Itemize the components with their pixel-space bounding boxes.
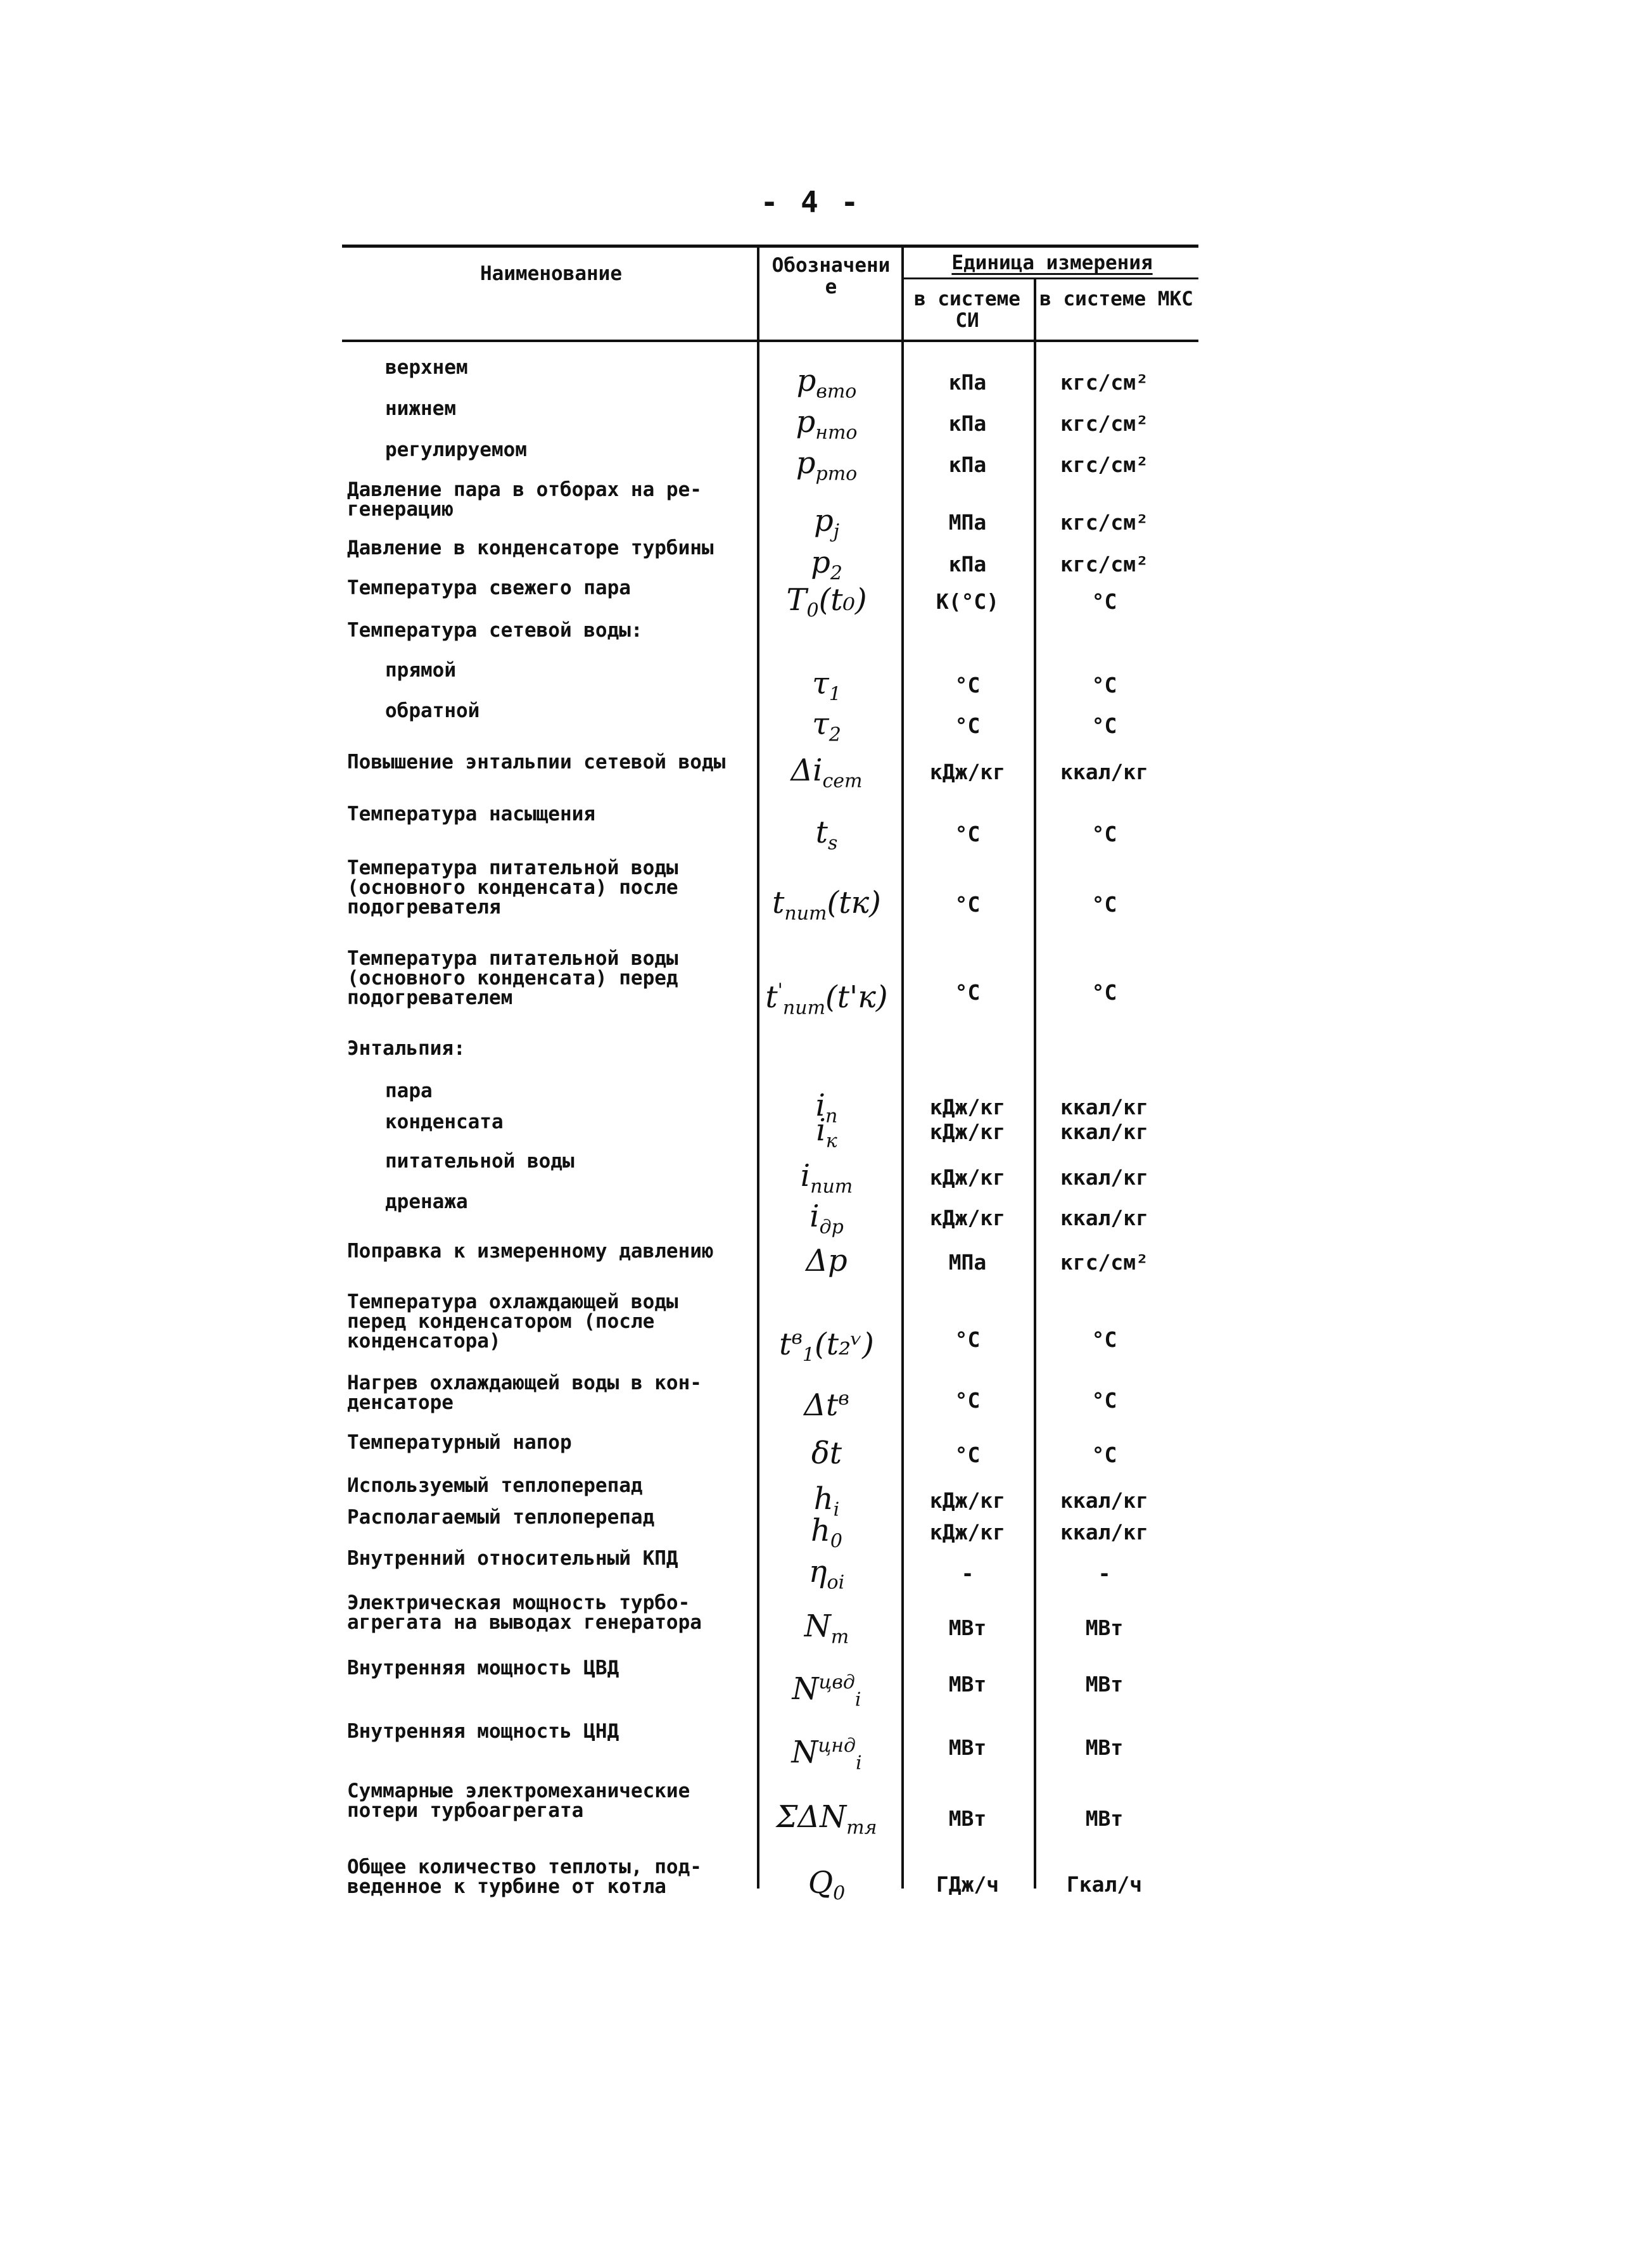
symbol-base: t bbox=[765, 979, 778, 1015]
row-symbol bbox=[754, 817, 899, 859]
row-name: Используемый теплоперепад bbox=[347, 1474, 643, 1497]
symbol-superscript: цвд bbox=[818, 1671, 855, 1693]
row-unit-mks: кгс/см² bbox=[1060, 452, 1149, 477]
table-header-rule bbox=[342, 340, 1198, 342]
row-symbol bbox=[754, 976, 899, 1024]
row-unit-mks: кгс/см² bbox=[1060, 552, 1149, 577]
symbol-superscript: ' bbox=[777, 979, 783, 1002]
symbol-base: i bbox=[815, 1088, 826, 1123]
symbol-subscript: i bbox=[856, 1752, 862, 1774]
row-name: Нагрев охлаждающей воды в кон- денсаторе bbox=[347, 1372, 702, 1414]
row-unit-mks: °С bbox=[1091, 589, 1117, 614]
row-name: пара bbox=[385, 1080, 433, 1102]
row-symbol bbox=[754, 1245, 899, 1276]
column-divider-si bbox=[901, 248, 904, 1889]
row-unit-mks: °С bbox=[1091, 892, 1117, 917]
row-name: дренажа bbox=[385, 1190, 468, 1213]
symbol-suffix: (tк) bbox=[827, 885, 881, 921]
row-unit-mks: °С bbox=[1091, 1327, 1117, 1352]
row-unit-si: кДж/кг bbox=[929, 1119, 1006, 1144]
header-symbol: Обозначение bbox=[771, 254, 891, 298]
row-unit-mks: ккал/кг bbox=[1060, 1488, 1149, 1513]
row-symbol bbox=[754, 1436, 899, 1471]
row-symbol bbox=[754, 1865, 899, 1909]
row-unit-si: МВт bbox=[948, 1806, 987, 1831]
row-unit-si: °С bbox=[955, 892, 981, 917]
symbol-base: Δp bbox=[806, 1243, 848, 1278]
symbol-base: N bbox=[792, 1671, 819, 1707]
row-unit-si: ГДж/ч bbox=[936, 1872, 1000, 1897]
row-name: Суммарные электромеханические потери турбоагрегата bbox=[347, 1780, 690, 1822]
row-name: нижнем bbox=[385, 397, 456, 420]
row-unit-si: кДж/кг bbox=[929, 1165, 1006, 1190]
symbol-base: p bbox=[813, 503, 834, 538]
row-unit-mks: - bbox=[1098, 1561, 1111, 1586]
symbol-subscript: 2 bbox=[829, 723, 841, 746]
row-symbol bbox=[754, 706, 899, 751]
symbol-superscript: в bbox=[791, 1327, 803, 1349]
row-symbol bbox=[754, 1323, 899, 1371]
row-unit-mks: °С bbox=[1091, 713, 1117, 738]
row-name: Общее количество теплоты, под- веденное к турбине от котла bbox=[347, 1856, 702, 1898]
page-number: - 4 - bbox=[760, 185, 861, 219]
row-unit-mks: ккал/кг bbox=[1060, 1520, 1149, 1545]
symbol-base: t bbox=[815, 815, 828, 850]
header-units: Единица измерения bbox=[951, 252, 1153, 274]
row-unit-mks: ккал/кг bbox=[1060, 1119, 1149, 1144]
row-unit-si: МВт bbox=[948, 1672, 987, 1697]
row-unit-si: кДж/кг bbox=[929, 1488, 1006, 1513]
symbol-suffix: (t'к) bbox=[825, 979, 888, 1015]
symbol-subscript: 0 bbox=[806, 599, 819, 622]
row-unit-si: кДж/кг bbox=[929, 1095, 1006, 1119]
row-symbol bbox=[754, 1667, 899, 1716]
symbol-base: t bbox=[779, 1327, 792, 1362]
row-unit-mks: кгс/см² bbox=[1060, 1250, 1149, 1275]
symbol-base: p bbox=[796, 404, 816, 440]
symbol-subscript: i bbox=[833, 1498, 840, 1521]
row-name: Давление в конденсаторе турбины bbox=[347, 537, 714, 559]
symbol-subscript: oi bbox=[827, 1571, 845, 1594]
symbol-subscript: пит bbox=[784, 902, 827, 925]
row-unit-si: МПа bbox=[948, 1250, 987, 1275]
row-name: Температурный напор bbox=[347, 1431, 572, 1454]
row-unit-mks: °С bbox=[1091, 1388, 1117, 1413]
symbol-subscript: 0 bbox=[830, 1530, 842, 1553]
symbol-base: Δt bbox=[804, 1387, 839, 1423]
row-name: Повышение энтальпии сетевой воды bbox=[347, 751, 726, 774]
row-name: Температура охлаждающей воды перед конденсатором (после конденсатора) bbox=[347, 1290, 678, 1353]
row-unit-mks: °С bbox=[1091, 673, 1117, 698]
row-name: Внутренняя мощность ЦНД bbox=[347, 1720, 619, 1743]
row-symbol bbox=[754, 1384, 899, 1423]
symbol-base: N bbox=[804, 1609, 831, 1644]
symbol-base: i bbox=[809, 1199, 820, 1234]
symbol-subscript: др bbox=[819, 1216, 844, 1239]
row-unit-mks: ккал/кг bbox=[1060, 1206, 1149, 1230]
row-symbol bbox=[754, 1515, 899, 1557]
symbol-subscript: п bbox=[825, 1105, 838, 1128]
row-name: Температура свежего пара bbox=[347, 577, 631, 599]
row-name: верхнем bbox=[385, 356, 468, 379]
symbol-base: i bbox=[816, 1112, 826, 1148]
row-name: Температура насыщения bbox=[347, 803, 595, 825]
symbol-subscript: т bbox=[830, 1626, 849, 1648]
header-mks: в системе МКС bbox=[1039, 288, 1193, 310]
row-unit-si: кПа bbox=[948, 452, 987, 477]
row-symbol bbox=[754, 1611, 899, 1653]
symbol-subscript: 0 bbox=[833, 1882, 846, 1905]
row-unit-si: кПа bbox=[948, 411, 987, 436]
header-name: Наименование bbox=[480, 262, 622, 285]
symbol-base: Δi bbox=[790, 753, 823, 788]
row-unit-mks: кгс/см² bbox=[1060, 370, 1149, 395]
row-unit-si: МВт bbox=[948, 1615, 987, 1640]
symbol-subscript: i bbox=[854, 1688, 861, 1711]
row-unit-mks: ккал/кг bbox=[1060, 760, 1149, 784]
row-unit-si: кДж/кг bbox=[929, 1520, 1006, 1545]
row-unit-mks: МВт bbox=[1085, 1615, 1124, 1640]
row-unit-si: кДж/кг bbox=[929, 760, 1006, 784]
symbol-base: p bbox=[796, 445, 816, 481]
row-unit-si: МВт bbox=[948, 1735, 987, 1760]
row-symbol bbox=[754, 1799, 899, 1844]
row-unit-si: К(°С) bbox=[936, 589, 1000, 614]
row-name: Внутренний относительный КПД bbox=[347, 1547, 678, 1570]
symbol-base: τ bbox=[812, 666, 829, 701]
row-name: Электрическая мощность турбо- агрегата на выводах генератора bbox=[347, 1591, 702, 1634]
row-name: Располагаемый теплоперепад bbox=[347, 1506, 655, 1529]
symbol-subscript: 1 bbox=[802, 1344, 815, 1367]
symbol-base: i bbox=[800, 1158, 811, 1194]
symbol-subscript: вто bbox=[816, 380, 857, 403]
symbol-base: δt bbox=[811, 1436, 842, 1471]
row-name: Давление пара в отборах на ре- генерацию bbox=[347, 478, 702, 521]
row-unit-si: °С bbox=[955, 673, 981, 698]
row-unit-si: °С bbox=[955, 713, 981, 738]
symbol-superscript: цнд bbox=[818, 1735, 856, 1757]
row-name: Температура питательной воды (основного конденсата) после подогревателя bbox=[347, 857, 678, 919]
row-unit-si: кПа bbox=[948, 552, 987, 577]
row-name: питательной воды bbox=[385, 1150, 575, 1173]
row-unit-si: - bbox=[961, 1561, 974, 1586]
row-unit-si: °С bbox=[955, 1327, 981, 1352]
symbol-suffix: (t₂ᵛ) bbox=[814, 1327, 874, 1362]
row-unit-mks: °С bbox=[1091, 822, 1117, 846]
row-symbol bbox=[754, 1112, 899, 1157]
row-name: обратной bbox=[385, 699, 480, 722]
row-unit-mks: ккал/кг bbox=[1060, 1095, 1149, 1119]
row-unit-si: кДж/кг bbox=[929, 1206, 1006, 1230]
row-unit-si: °С bbox=[955, 822, 981, 846]
row-unit-si: МПа bbox=[948, 510, 987, 535]
row-unit-mks: Гкал/ч bbox=[1066, 1872, 1143, 1897]
row-name: Поправка к измеренному давлению bbox=[347, 1240, 714, 1263]
symbol-subscript: рто bbox=[815, 462, 858, 485]
row-unit-mks: ккал/кг bbox=[1060, 1165, 1149, 1190]
row-symbol bbox=[754, 1201, 899, 1243]
row-symbol bbox=[754, 445, 899, 490]
symbol-base: T bbox=[786, 582, 807, 618]
row-symbol bbox=[754, 1731, 899, 1779]
row-name: прямой bbox=[385, 659, 456, 682]
row-name: Энтальпия: bbox=[347, 1037, 466, 1060]
row-symbol bbox=[754, 503, 899, 547]
row-unit-si: кПа bbox=[948, 370, 987, 395]
symbol-subscript: пит bbox=[782, 997, 826, 1019]
symbol-base: Q bbox=[808, 1865, 834, 1901]
symbol-subscript: 1 bbox=[829, 683, 841, 706]
row-unit-mks: МВт bbox=[1085, 1806, 1124, 1831]
symbol-base: η bbox=[808, 1554, 827, 1590]
row-symbol bbox=[754, 582, 899, 627]
row-name: Внутренняя мощность ЦВД bbox=[347, 1657, 619, 1679]
row-unit-si: °С bbox=[955, 1443, 981, 1467]
symbol-base: τ bbox=[812, 706, 829, 742]
symbol-subscript: сет bbox=[822, 770, 863, 793]
symbol-subscript: пит bbox=[810, 1175, 853, 1198]
symbol-base: ΣΔN bbox=[776, 1799, 847, 1835]
row-name: конденсата bbox=[385, 1111, 504, 1133]
row-name: Температура сетевой воды: bbox=[347, 619, 643, 642]
symbol-base: p bbox=[811, 545, 830, 580]
symbol-base: N bbox=[791, 1735, 818, 1770]
symbol-subscript: нто bbox=[815, 421, 858, 444]
row-name: регулируемом bbox=[385, 438, 527, 461]
header-si: в системе СИ bbox=[914, 288, 1020, 332]
row-unit-si: °С bbox=[955, 1388, 981, 1413]
row-symbol bbox=[754, 1554, 899, 1598]
row-unit-mks: МВт bbox=[1085, 1672, 1124, 1697]
row-unit-mks: кгс/см² bbox=[1060, 411, 1149, 436]
symbol-suffix: (t₀) bbox=[818, 582, 867, 618]
symbol-superscript: в bbox=[838, 1387, 849, 1410]
units-header-rule bbox=[903, 277, 1198, 279]
row-unit-mks: кгс/см² bbox=[1060, 510, 1149, 535]
row-unit-mks: °С bbox=[1091, 980, 1117, 1005]
symbol-subscript: к bbox=[825, 1130, 837, 1152]
symbol-subscript: s bbox=[827, 832, 838, 855]
row-name: Температура питательной воды (основного конденсата) перед подогревателем bbox=[347, 947, 678, 1009]
row-unit-si: °С bbox=[955, 980, 981, 1005]
row-unit-mks: °С bbox=[1091, 1443, 1117, 1467]
symbol-base: p bbox=[796, 363, 816, 398]
symbol-base: h bbox=[810, 1513, 830, 1548]
symbol-base: h bbox=[813, 1481, 834, 1517]
row-symbol bbox=[754, 755, 899, 797]
row-symbol bbox=[754, 885, 899, 929]
table-top-rule bbox=[342, 245, 1198, 248]
row-unit-mks: МВт bbox=[1085, 1735, 1124, 1760]
symbol-subscript: 2 bbox=[830, 562, 842, 585]
symbol-base: t bbox=[772, 885, 785, 921]
symbol-subscript: j bbox=[833, 520, 840, 543]
symbol-subscript: тя bbox=[846, 1816, 877, 1839]
